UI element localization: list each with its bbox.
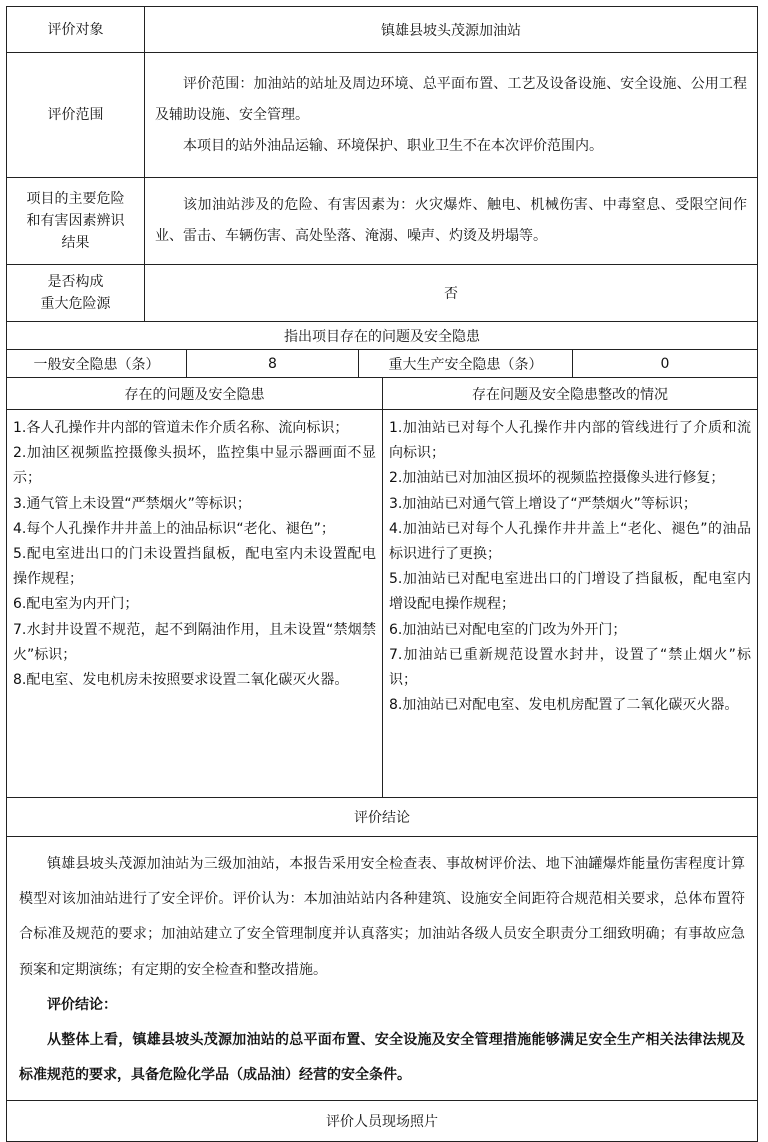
fix-item: 7.加油站已重新规范设置水封井，设置了“禁止烟火”标识； [389, 646, 751, 689]
hazards-label-line-3: 结果 [61, 235, 90, 251]
major-hazard-label [7, 265, 145, 321]
evaluation-table [6, 6, 758, 1142]
hazards-label-line-2: 和有害因素辨识 [26, 213, 125, 229]
conclusion-body: 镇雄县坡头茂源加油站为三级加油站，本报告采用安全检查表、事故树评价法、地下油罐爆炸能量伤害程度计算模型对该加油站进行了安全评价。评价认为：本加油站站内各种建筑、设施安全间距符合规范相关要求，总体布置符合标准及规范的要求；加油站建立了安全管理制度并认真落实；加油站各级人员安全职责分工细致明确；有事故应急预案和定期演练；有定期的安全检查和整改措施。 [19, 856, 745, 978]
issue-item: 6.配电室为内开门； [13, 596, 139, 613]
issues-left-list [7, 410, 382, 797]
row-photos-title [7, 1101, 757, 1141]
row-issues-list [7, 410, 757, 798]
row-evaluation-scope [7, 53, 757, 178]
hazards-label-line-1: 项目的主要危险 [26, 191, 125, 207]
hazards-content [145, 178, 757, 264]
object-label: 评价对象 [7, 7, 145, 52]
fix-item: 4.加油站已对每个人孔操作井井盖上“老化、褪色”的油品标识进行了更换； [389, 520, 751, 563]
scope-paragraph-2: 本项目的站外油品运输、环境保护、职业卫生不在本次评价范围内。 [183, 137, 603, 154]
general-hazard-count: 8 [187, 350, 359, 377]
issue-item: 1.各人孔操作井内部的管道未作介质名称、流向标识； [13, 420, 349, 436]
fix-item: 3.加油站已对通气管上增设了“严禁烟火”等标识； [389, 495, 697, 512]
major-hazard-label-line-2: 重大危险源 [40, 296, 111, 312]
major-hazard-value: 否 [444, 286, 458, 302]
general-hazard-label: 一般安全隐患（条） [7, 350, 187, 377]
conclusion-content [7, 837, 757, 1100]
major-hazard-label-line-1: 是否构成 [47, 274, 104, 290]
issues-right-header: 存在问题及安全隐患整改的情况 [382, 378, 757, 409]
object-value: 镇雄县坡头茂源加油站 [381, 22, 521, 39]
row-issues-title [7, 322, 757, 350]
hazards-text: 该加油站涉及的危险、有害因素为：火灾爆炸、触电、机械伤害、中毒窒息、受限空间作业、雷击、车辆伤害、高处坠落、淹溺、噪声、灼烫及坍塌等。 [155, 197, 747, 244]
row-evaluation-object [7, 7, 757, 53]
issue-item: 5.配电室进出口的门未设置挡鼠板，配电室内未设置配电操作规程； [13, 546, 376, 588]
conclusion-final: 从整体上看，镇雄县坡头茂源加油站的总平面布置、安全设施及安全管理措施能够满足安全生产相关法律法规及标准规范的要求，具备危险化学品（成品油）经营的安全条件。 [19, 1032, 745, 1084]
row-conclusion-body [7, 837, 757, 1101]
issue-item: 7.水封井设置不规范，起不到隔油作用，且未设置“禁烟禁火”标识； [13, 621, 376, 663]
issue-item: 2.加油区视频监控摄像头损坏，监控集中显示器画面不显示； [13, 445, 376, 487]
row-hazard-identification [7, 178, 757, 265]
row-major-hazard [7, 265, 757, 322]
issue-item: 8.配电室、发电机房未按照要求设置二氧化碳灭火器。 [13, 672, 349, 689]
fix-item: 2.加油站已对加油区损坏的视频监控摄像头进行修复； [389, 470, 725, 487]
fix-item: 1.加油站已对每个人孔操作井内部的管线进行了介质和流向标识； [389, 420, 751, 462]
issues-right-list [382, 410, 757, 797]
row-hazard-counts [7, 350, 757, 378]
fix-item: 8.加油站已对配电室、发电机房配置了二氧化碳灭火器。 [389, 697, 739, 714]
row-conclusion-title [7, 798, 757, 837]
scope-content [145, 53, 757, 177]
hazards-label [7, 178, 145, 264]
issues-left-header: 存在的问题及安全隐患 [124, 386, 265, 403]
issue-item: 3.通气管上未设置“严禁烟火”等标识； [13, 495, 251, 512]
issues-title: 指出项目存在的问题及安全隐患 [284, 328, 480, 345]
scope-paragraph-1: 评价范围：加油站的站址及周边环境、总平面布置、工艺及设备设施、安全设施、公用工程及辅助设施、安全管理。 [155, 75, 747, 123]
major-hazard-count: 0 [660, 355, 670, 372]
fix-item: 5.加油站已对配电室进出口的门增设了挡鼠板，配电室内增设配电操作规程； [389, 571, 751, 613]
conclusion-sub-label: 评价结论： [47, 996, 117, 1013]
fix-item: 6.加油站已对配电室的门改为外开门； [389, 621, 627, 638]
issue-item: 4.每个人孔操作井井盖上的油品标识“老化、褪色”； [13, 520, 335, 537]
photos-title: 评价人员现场照片 [326, 1114, 438, 1130]
row-issues-headers [7, 378, 757, 410]
conclusion-title: 评价结论 [354, 810, 410, 826]
scope-label: 评价范围 [7, 53, 145, 177]
major-hazard-count-label: 重大生产安全隐患（条） [359, 350, 573, 377]
